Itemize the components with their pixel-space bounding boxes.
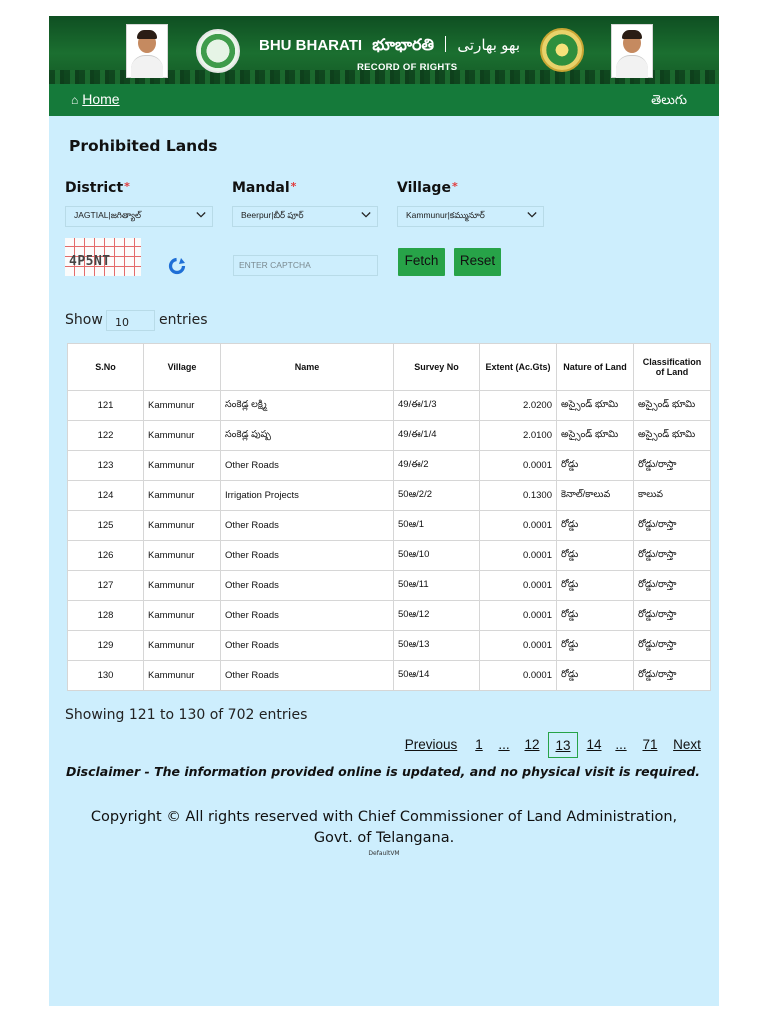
reset-button[interactable]: Reset: [454, 248, 501, 276]
column-header[interactable]: Extent (Ac.Gts): [480, 344, 557, 391]
cell-classification: అస్సైండ్ భూమి: [634, 421, 711, 451]
home-icon: ⌂: [71, 93, 79, 107]
village-value: Kammunur|కమ్మునూర్: [406, 210, 485, 220]
cell-survey: 49/ఈ/2: [394, 451, 480, 481]
cell-classification: అస్సైండ్ భూమి: [634, 391, 711, 421]
mandal-value: Beerpur|బీర్ పూర్: [241, 210, 304, 220]
cell-extent: 2.0200: [480, 391, 557, 421]
table-row: [68, 421, 711, 451]
cell-nature: అస్సైండ్ భూమి: [557, 421, 634, 451]
page-length-select[interactable]: 10: [106, 310, 155, 331]
table-row: [68, 511, 711, 541]
cell-nature: రోడ్డు: [557, 571, 634, 601]
cell-village: Kammunur: [144, 481, 221, 511]
brand-english: BHU BHARATI: [259, 37, 363, 54]
cell-extent: 0.0001: [480, 661, 557, 691]
cell-survey: 50ఆ/2/2: [394, 481, 480, 511]
mandal-select[interactable]: [232, 206, 378, 227]
cell-nature: రోడ్డు: [557, 661, 634, 691]
cell-extent: 2.0100: [480, 421, 557, 451]
mandal-label: Mandal*: [232, 180, 297, 196]
column-header[interactable]: Classification of Land: [634, 344, 711, 391]
cell-classification: రోడ్డు/రాస్తా: [634, 511, 711, 541]
cell-sno: 127: [68, 571, 144, 601]
brand-subtitle: RECORD OF RIGHTS: [357, 62, 458, 73]
table-row: [68, 541, 711, 571]
cell-nature: అస్సైండ్ భూమి: [557, 391, 634, 421]
telangana-emblem-icon: [196, 29, 240, 73]
district-label: District*: [65, 180, 130, 196]
cell-village: Kammunur: [144, 571, 221, 601]
cell-extent: 0.1300: [480, 481, 557, 511]
copyright-text: Copyright © All rights reserved with Chief Commissioner of Land Administration, Govt. of Telangana.: [90, 809, 678, 846]
cell-village: Kammunur: [144, 451, 221, 481]
table-row: [68, 661, 711, 691]
table-row: [68, 481, 711, 511]
cell-name: Other Roads: [221, 601, 394, 631]
disclaimer-text: Disclaimer - The information provided online is updated, and no physical visit is required.: [66, 764, 701, 779]
cell-extent: 0.0001: [480, 511, 557, 541]
page-button[interactable]: 12: [524, 737, 540, 752]
cell-extent: 0.0001: [480, 451, 557, 481]
captcha-input[interactable]: ENTER CAPTCHA: [233, 255, 378, 276]
entries-label: entries: [159, 312, 208, 328]
page-title: Prohibited Lands: [69, 137, 218, 155]
cell-nature: రోడ్డు: [557, 631, 634, 661]
column-header[interactable]: Name: [221, 344, 394, 391]
brand-telugu: భూభారతి: [372, 37, 435, 54]
cell-sno: 121: [68, 391, 144, 421]
cell-survey: 50ఆ/14: [394, 661, 480, 691]
cell-name: Other Roads: [221, 541, 394, 571]
bhubharati-logo-icon: [540, 28, 584, 72]
captcha-text: 4P5NT: [69, 254, 111, 269]
cell-nature: రోడ్డు: [557, 541, 634, 571]
cell-extent: 0.0001: [480, 601, 557, 631]
cell-name: Other Roads: [221, 661, 394, 691]
cell-nature: రోడ్డు: [557, 601, 634, 631]
table-row: [68, 571, 711, 601]
header-banner: [49, 16, 719, 84]
cell-village: Kammunur: [144, 541, 221, 571]
cell-survey: 49/ఈ/1/4: [394, 421, 480, 451]
cell-survey: 50ఆ/12: [394, 601, 480, 631]
cell-nature: రోడ్డు: [557, 451, 634, 481]
captcha-image: [65, 238, 141, 276]
next-page-button[interactable]: Next: [673, 737, 701, 752]
district-select[interactable]: [65, 206, 213, 227]
cell-name: Other Roads: [221, 451, 394, 481]
cell-nature: కెనాల్/కాలువ: [557, 481, 634, 511]
cell-extent: 0.0001: [480, 571, 557, 601]
cell-extent: 0.0001: [480, 631, 557, 661]
home-label[interactable]: Home: [82, 91, 120, 107]
column-header[interactable]: Survey No: [394, 344, 480, 391]
previous-page-button[interactable]: Previous: [404, 737, 458, 752]
cell-sno: 122: [68, 421, 144, 451]
chevron-down-icon: [361, 210, 371, 220]
cell-survey: 50ఆ/11: [394, 571, 480, 601]
page-container: [49, 16, 719, 1006]
page-ellipsis: ...: [615, 737, 627, 752]
column-header[interactable]: Nature of Land: [557, 344, 634, 391]
cell-nature: రోడ్డు: [557, 511, 634, 541]
table-row: [68, 391, 711, 421]
page-button[interactable]: 71: [642, 737, 658, 752]
cell-village: Kammunur: [144, 511, 221, 541]
cell-village: Kammunur: [144, 601, 221, 631]
cell-sno: 123: [68, 451, 144, 481]
cell-extent: 0.0001: [480, 541, 557, 571]
cell-classification: రోడ్డు/రాస్తా: [634, 541, 711, 571]
cell-survey: 50ఆ/10: [394, 541, 480, 571]
brand-title: [259, 36, 520, 58]
cell-survey: 50ఆ/13: [394, 631, 480, 661]
cell-sno: 125: [68, 511, 144, 541]
fetch-button[interactable]: Fetch: [398, 248, 445, 276]
village-select[interactable]: [397, 206, 544, 227]
cell-name: Other Roads: [221, 631, 394, 661]
page-ellipsis: ...: [498, 737, 510, 752]
cell-village: Kammunur: [144, 391, 221, 421]
chevron-down-icon: [527, 210, 537, 220]
cell-survey: 49/ఈ/1/3: [394, 391, 480, 421]
table-row: [68, 631, 711, 661]
home-link[interactable]: [71, 91, 120, 107]
page-button[interactable]: 1: [475, 737, 483, 752]
cell-sno: 128: [68, 601, 144, 631]
cell-classification: రోడ్డు/రాస్తా: [634, 451, 711, 481]
cell-name: సంకెడ్ల పుష్ప: [221, 421, 394, 451]
cell-classification: రోడ్డు/రాస్తా: [634, 571, 711, 601]
cell-classification: రోడ్డు/రాస్తా: [634, 601, 711, 631]
table-row: [68, 451, 711, 481]
cell-name: Irrigation Projects: [221, 481, 394, 511]
page-button-current[interactable]: 13: [548, 732, 578, 758]
refresh-captcha-icon[interactable]: [167, 256, 187, 276]
table-row: [68, 601, 711, 631]
cell-sno: 130: [68, 661, 144, 691]
cell-survey: 50ఆ/1: [394, 511, 480, 541]
nav-bar: [49, 84, 719, 116]
portrait-right: [611, 24, 653, 78]
table-header-row: [68, 344, 711, 391]
chevron-down-icon: [196, 210, 206, 220]
cell-village: Kammunur: [144, 421, 221, 451]
village-label: Village*: [397, 180, 458, 196]
cell-sno: 129: [68, 631, 144, 661]
language-toggle[interactable]: తెలుగు: [651, 92, 687, 107]
cell-name: Other Roads: [221, 511, 394, 541]
cell-name: Other Roads: [221, 571, 394, 601]
cell-name: సంకెడ్ల లక్ష్మి: [221, 391, 394, 421]
page-button[interactable]: 14: [586, 737, 602, 752]
brand-urdu: بھو بھارتی: [457, 37, 520, 54]
cell-classification: రోడ్డు/రాస్తా: [634, 661, 711, 691]
column-header[interactable]: S.No: [68, 344, 144, 391]
cell-village: Kammunur: [144, 661, 221, 691]
cell-sno: 124: [68, 481, 144, 511]
prohibited-lands-table: [67, 343, 711, 691]
district-value: JAGTIAL|జగిత్యాల్: [74, 210, 142, 220]
cell-village: Kammunur: [144, 631, 221, 661]
server-tag: DefaultVM: [368, 850, 400, 857]
column-header[interactable]: Village: [144, 344, 221, 391]
cell-classification: రోడ్డు/రాస్తా: [634, 631, 711, 661]
table-info: Showing 121 to 130 of 702 entries: [65, 707, 308, 723]
portrait-left: [126, 24, 168, 78]
cell-sno: 126: [68, 541, 144, 571]
show-label: Show: [65, 312, 103, 328]
cell-classification: కాలువ: [634, 481, 711, 511]
